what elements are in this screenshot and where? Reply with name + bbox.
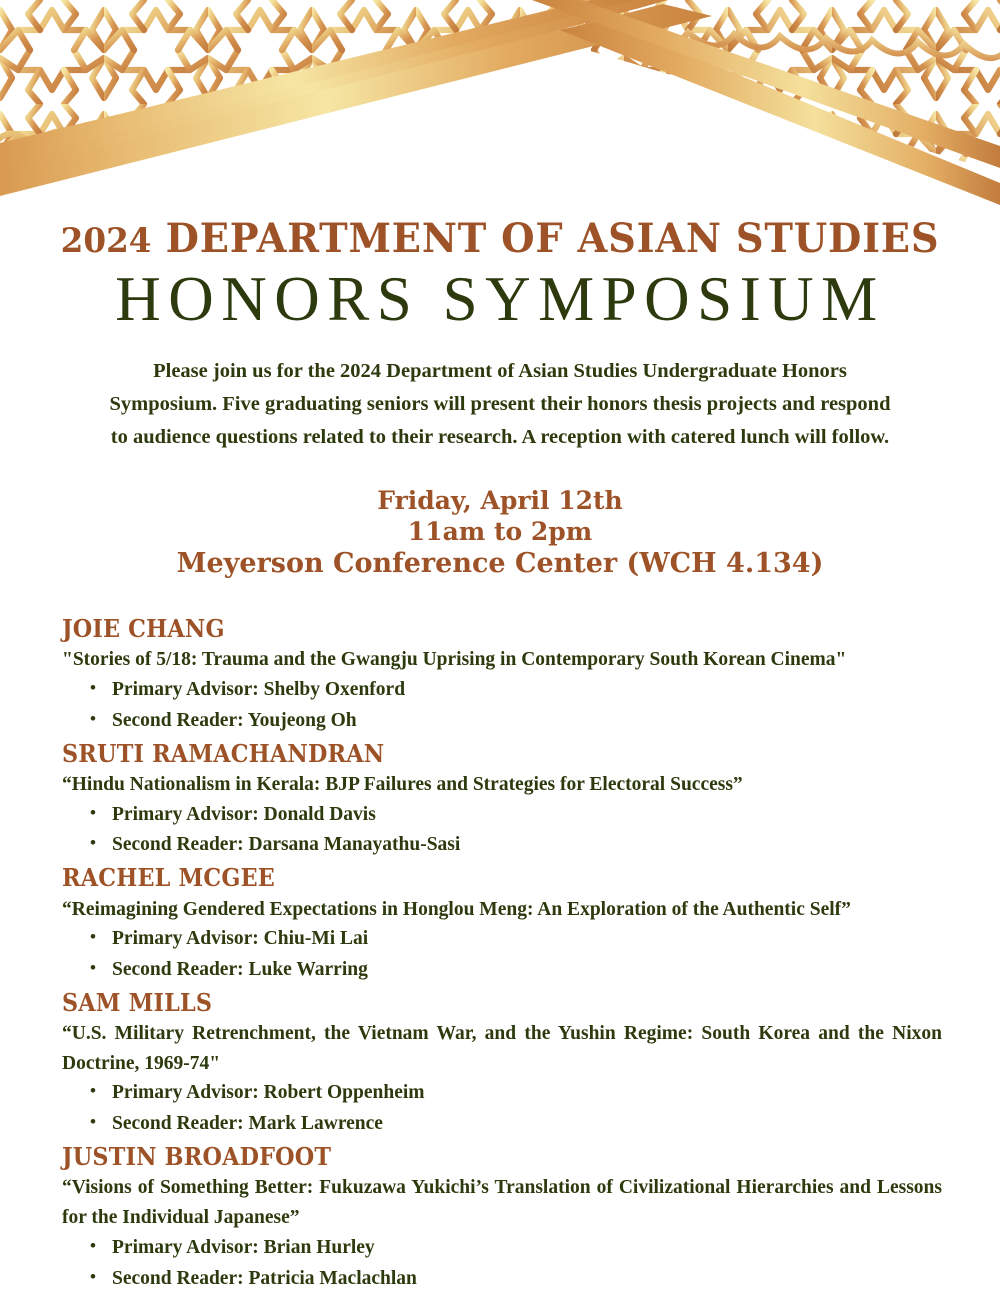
student-entry (62, 863, 942, 985)
advisor-list (62, 676, 942, 736)
event-date: Friday, April 12th (377, 485, 623, 515)
intro-paragraph: Please join us for the 2024 Department of Asian Studies Undergraduate Honors Symposium. Five graduating seniors will present their honors thesis projects and respond to audience questions related to their research. A reception with catered lunch will follow. (109, 360, 891, 449)
primary-advisor: • Primary Advisor: Shelby Oxenford (86, 676, 942, 705)
student-entry (62, 1142, 942, 1293)
page-title-line-2: HONORS SYMPOSIUM (115, 264, 885, 334)
second-reader: • Second Reader: Youjeong Oh (86, 707, 942, 736)
advisor-list (62, 1079, 942, 1139)
student-name: SAM MILLS (62, 987, 213, 1017)
primary-advisor: • Primary Advisor: Chiu-Mi Lai (86, 925, 942, 954)
student-list (0, 614, 1000, 1293)
primary-advisor: • Primary Advisor: Donald Davis (86, 801, 942, 830)
event-details (0, 485, 1000, 580)
thesis-title: “Reimagining Gendered Expectations in Honglou Meng: An Exploration of the Authentic Self” (62, 898, 851, 920)
second-reader: • Second Reader: Patricia Maclachlan (86, 1265, 942, 1294)
title-block (0, 215, 1000, 334)
second-reader: • Second Reader: Luke Warring (86, 956, 942, 985)
thesis-title: “Visions of Something Better: Fukuzawa Yukichi’s Translation of Civilizational Hierarchies and Lessons for the Individual Japanese” (62, 1177, 942, 1229)
title-department: DEPARTMENT OF ASIAN STUDIES (165, 215, 940, 262)
event-location: Meyerson Conference Center (WCH 4.134) (176, 547, 824, 579)
thesis-title: “U.S. Military Retrenchment, the Vietnam War, and the Yushin Regime: South Korea and the Nixon Doctrine, 1969-74" (62, 1023, 942, 1074)
thesis-title: “Hindu Nationalism in Kerala: BJP Failures and Strategies for Electoral Success” (62, 773, 743, 795)
primary-advisor: • Primary Advisor: Robert Oppenheim (86, 1079, 942, 1108)
second-reader: • Second Reader: Darsana Manayathu-Sasi (86, 831, 942, 860)
advisor-list (62, 925, 942, 985)
student-name: RACHEL MCGEE (62, 863, 275, 893)
header-ornament (0, 0, 1000, 205)
advisor-list (62, 801, 942, 861)
event-time: 11am to 2pm (407, 516, 593, 546)
student-name: SRUTI RAMACHANDRAN (62, 738, 385, 768)
second-reader: • Second Reader: Mark Lawrence (86, 1110, 942, 1139)
primary-advisor: • Primary Advisor: Brian Hurley (86, 1234, 942, 1263)
thesis-title: "Stories of 5/18: Trauma and the Gwangju Uprising in Contemporary South Korean Cinema" (62, 649, 847, 671)
poster-content (0, 205, 1000, 1296)
student-entry (62, 988, 942, 1139)
title-year: 2024 (60, 221, 152, 261)
student-entry (62, 614, 942, 736)
student-name: JUSTIN BROADFOOT (62, 1142, 332, 1172)
page-title-line-1 (58, 215, 941, 262)
advisor-list (62, 1234, 942, 1294)
islamic-lattice-icon (0, 0, 1000, 205)
student-name: JOIE CHANG (62, 614, 225, 644)
student-entry (62, 739, 942, 861)
